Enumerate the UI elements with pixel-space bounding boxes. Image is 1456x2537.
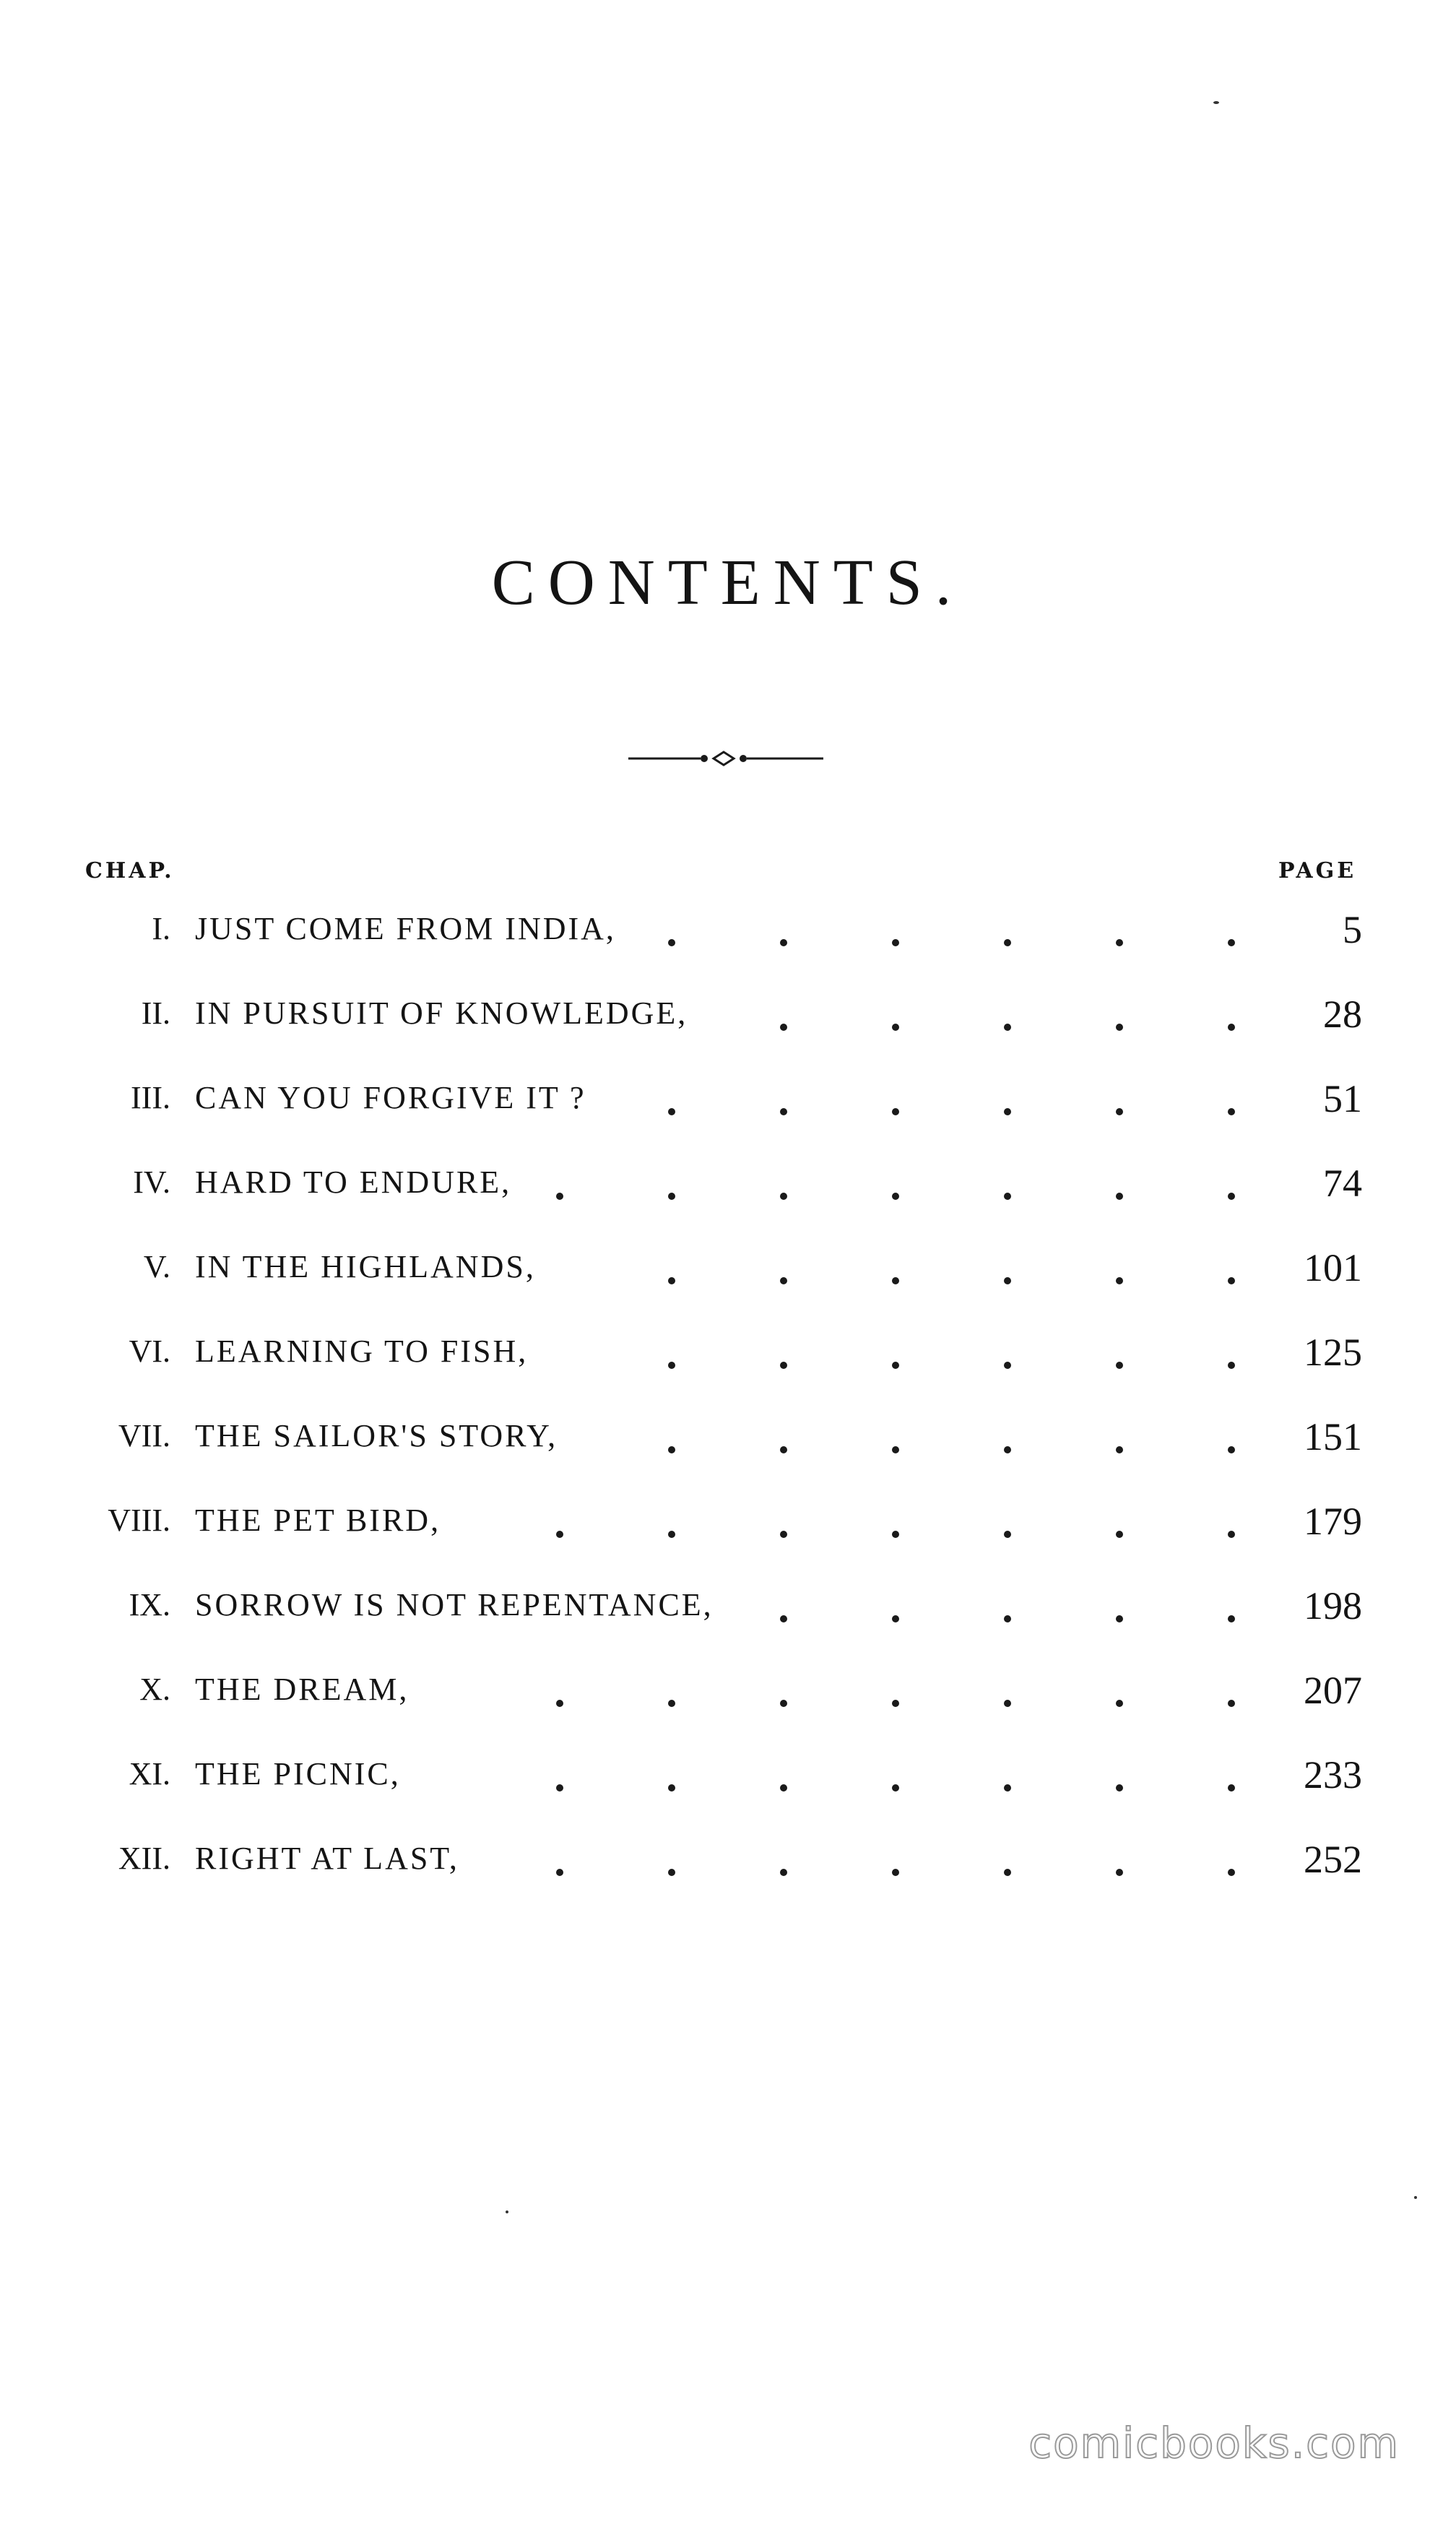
- leader-dot: [892, 1531, 899, 1538]
- contents-row: [0, 1248, 1456, 1306]
- chapter-title: LEARNING TO FISH,: [195, 1334, 529, 1369]
- chapter-title: THE PICNIC,: [195, 1756, 401, 1792]
- ornament-diamond: [714, 752, 734, 765]
- chapter-number: VIII.: [108, 1503, 170, 1538]
- dot-leader: [0, 1840, 1456, 1898]
- leader-dot: [780, 1531, 787, 1538]
- chapter-page: 233: [1304, 1753, 1362, 1797]
- dot-leader: [0, 1671, 1456, 1729]
- chapter-page: 51: [1323, 1077, 1362, 1120]
- dot-leader: [0, 1079, 1456, 1137]
- leader-dot: [668, 1446, 675, 1453]
- contents-row: [0, 1755, 1456, 1813]
- leader-dot: [668, 1784, 675, 1792]
- chapter-title: CAN YOU FORGIVE IT ?: [195, 1080, 586, 1115]
- contents-row: [0, 1586, 1456, 1644]
- leader-dot: [780, 1446, 787, 1453]
- leader-dot: [1116, 939, 1123, 946]
- leader-dot: [1004, 1362, 1011, 1369]
- chapter-number: X.: [139, 1672, 170, 1707]
- leader-dot: [780, 1108, 787, 1115]
- leader-dot: [780, 1869, 787, 1876]
- leader-dot: [1228, 1277, 1235, 1284]
- leader-dot: [892, 1615, 899, 1622]
- leader-dot: [1228, 1024, 1235, 1031]
- contents-row: [0, 1079, 1456, 1137]
- page-column-header: PAGE: [1278, 858, 1357, 883]
- chapter-title: JUST COME FROM INDIA,: [195, 911, 616, 946]
- contents-row: [0, 1671, 1456, 1729]
- leader-dot: [1004, 1277, 1011, 1284]
- leader-dot: [668, 1700, 675, 1707]
- leader-dot: [1004, 1446, 1011, 1453]
- print-speck: [506, 2210, 508, 2213]
- leader-dot: [1004, 1784, 1011, 1792]
- leader-dot: [1116, 1531, 1123, 1538]
- leader-dot: [1116, 1869, 1123, 1876]
- leader-dot: [1116, 1108, 1123, 1115]
- leader-dot: [668, 1277, 675, 1284]
- chapter-title: THE DREAM,: [195, 1672, 410, 1707]
- chapter-title: IN THE HIGHLANDS,: [195, 1249, 536, 1284]
- leader-dot: [1004, 1108, 1011, 1115]
- dot-leader: [0, 995, 1456, 1053]
- dot-leader: [0, 1164, 1456, 1222]
- chapter-page: 179: [1304, 1500, 1362, 1543]
- chap-column-header: CHAP.: [85, 858, 175, 883]
- leader-dot: [780, 1784, 787, 1792]
- leader-dot: [1228, 1362, 1235, 1369]
- dot-leader: [0, 1586, 1456, 1644]
- chapter-title: SORROW IS NOT REPENTANCE,: [195, 1587, 714, 1622]
- leader-dot: [892, 939, 899, 946]
- leader-dot: [1116, 1024, 1123, 1031]
- chapter-title: IN PURSUIT OF KNOWLEDGE,: [195, 995, 688, 1031]
- leader-dot: [1004, 1869, 1011, 1876]
- chapter-page: 125: [1304, 1331, 1362, 1374]
- leader-dot: [1004, 1193, 1011, 1200]
- chapter-page: 74: [1323, 1162, 1362, 1205]
- chapter-number: VI.: [129, 1334, 170, 1369]
- chapter-page: 5: [1343, 908, 1362, 951]
- chapter-number: VII.: [118, 1418, 170, 1453]
- leader-dot: [892, 1446, 899, 1453]
- leader-dot: [556, 1869, 563, 1876]
- ornament-dot-left: [701, 755, 708, 762]
- contents-row: [0, 1840, 1456, 1898]
- leader-dot: [556, 1784, 563, 1792]
- dot-leader: [0, 1333, 1456, 1391]
- leader-dot: [668, 1869, 675, 1876]
- leader-dot: [1228, 1700, 1235, 1707]
- contents-row: [0, 995, 1456, 1053]
- ornament-dot-right: [740, 755, 747, 762]
- leader-dot: [780, 1193, 787, 1200]
- chapter-page: 198: [1304, 1584, 1362, 1628]
- contents-row: [0, 1164, 1456, 1222]
- chapter-number: III.: [131, 1080, 170, 1115]
- leader-dot: [1116, 1446, 1123, 1453]
- leader-dot: [780, 1024, 787, 1031]
- ornament-divider: [628, 744, 823, 773]
- chapter-number: II.: [141, 995, 170, 1031]
- leader-dot: [1004, 1700, 1011, 1707]
- contents-row: [0, 1333, 1456, 1391]
- leader-dot: [1228, 1615, 1235, 1622]
- leader-dot: [1004, 1531, 1011, 1538]
- chapter-number: I.: [152, 911, 170, 946]
- leader-dot: [892, 1024, 899, 1031]
- leader-dot: [1228, 1531, 1235, 1538]
- dot-leader: [0, 1502, 1456, 1560]
- page-title: CONTENTS.: [491, 547, 965, 618]
- leader-dot: [892, 1784, 899, 1792]
- leader-dot: [1116, 1277, 1123, 1284]
- leader-dot: [1228, 939, 1235, 946]
- leader-dot: [892, 1362, 899, 1369]
- leader-dot: [556, 1531, 563, 1538]
- leader-dot: [892, 1193, 899, 1200]
- leader-dot: [1228, 1446, 1235, 1453]
- leader-dot: [1228, 1108, 1235, 1115]
- leader-dot: [556, 1700, 563, 1707]
- chapter-page: 101: [1304, 1246, 1362, 1289]
- leader-dot: [1004, 1615, 1011, 1622]
- leader-dot: [780, 1277, 787, 1284]
- chapter-number: XII.: [118, 1841, 170, 1876]
- print-speck: [1213, 101, 1219, 104]
- chapter-number: IX.: [129, 1587, 170, 1622]
- contents-row: [0, 910, 1456, 968]
- leader-dot: [556, 1193, 563, 1200]
- chapter-number: IV.: [133, 1164, 170, 1200]
- chapter-title: THE SAILOR'S STORY,: [195, 1418, 558, 1453]
- leader-dot: [780, 1615, 787, 1622]
- chapter-title: RIGHT AT LAST,: [195, 1841, 459, 1876]
- chapter-page: 207: [1304, 1669, 1362, 1712]
- leader-dot: [1228, 1784, 1235, 1792]
- leader-dot: [1116, 1615, 1123, 1622]
- contents-row: [0, 1502, 1456, 1560]
- leader-dot: [780, 939, 787, 946]
- chapter-number: V.: [143, 1249, 170, 1284]
- leader-dot: [892, 1869, 899, 1876]
- dot-leader: [0, 1755, 1456, 1813]
- leader-dot: [1004, 939, 1011, 946]
- leader-dot: [668, 1108, 675, 1115]
- leader-dot: [1228, 1869, 1235, 1876]
- chapter-page: 28: [1323, 993, 1362, 1036]
- leader-dot: [1116, 1700, 1123, 1707]
- chapter-page: 252: [1304, 1838, 1362, 1881]
- leader-dot: [1228, 1193, 1235, 1200]
- leader-dot: [668, 1193, 675, 1200]
- leader-dot: [668, 939, 675, 946]
- dot-leader: [0, 910, 1456, 968]
- leader-dot: [1116, 1784, 1123, 1792]
- leader-dot: [1116, 1193, 1123, 1200]
- leader-dot: [892, 1277, 899, 1284]
- leader-dot: [1004, 1024, 1011, 1031]
- watermark-text: comicbooks.com: [1028, 2419, 1400, 2468]
- leader-dot: [892, 1108, 899, 1115]
- leader-dot: [668, 1531, 675, 1538]
- dot-leader: [0, 1417, 1456, 1475]
- dot-leader: [0, 1248, 1456, 1306]
- leader-dot: [892, 1700, 899, 1707]
- chapter-title: HARD TO ENDURE,: [195, 1164, 512, 1200]
- chapter-title: THE PET BIRD,: [195, 1503, 441, 1538]
- leader-dot: [668, 1362, 675, 1369]
- contents-row: [0, 1417, 1456, 1475]
- chapter-number: XI.: [129, 1756, 170, 1792]
- leader-dot: [780, 1700, 787, 1707]
- leader-dot: [1116, 1362, 1123, 1369]
- print-speck: [1414, 2196, 1417, 2199]
- chapter-page: 151: [1304, 1415, 1362, 1458]
- leader-dot: [780, 1362, 787, 1369]
